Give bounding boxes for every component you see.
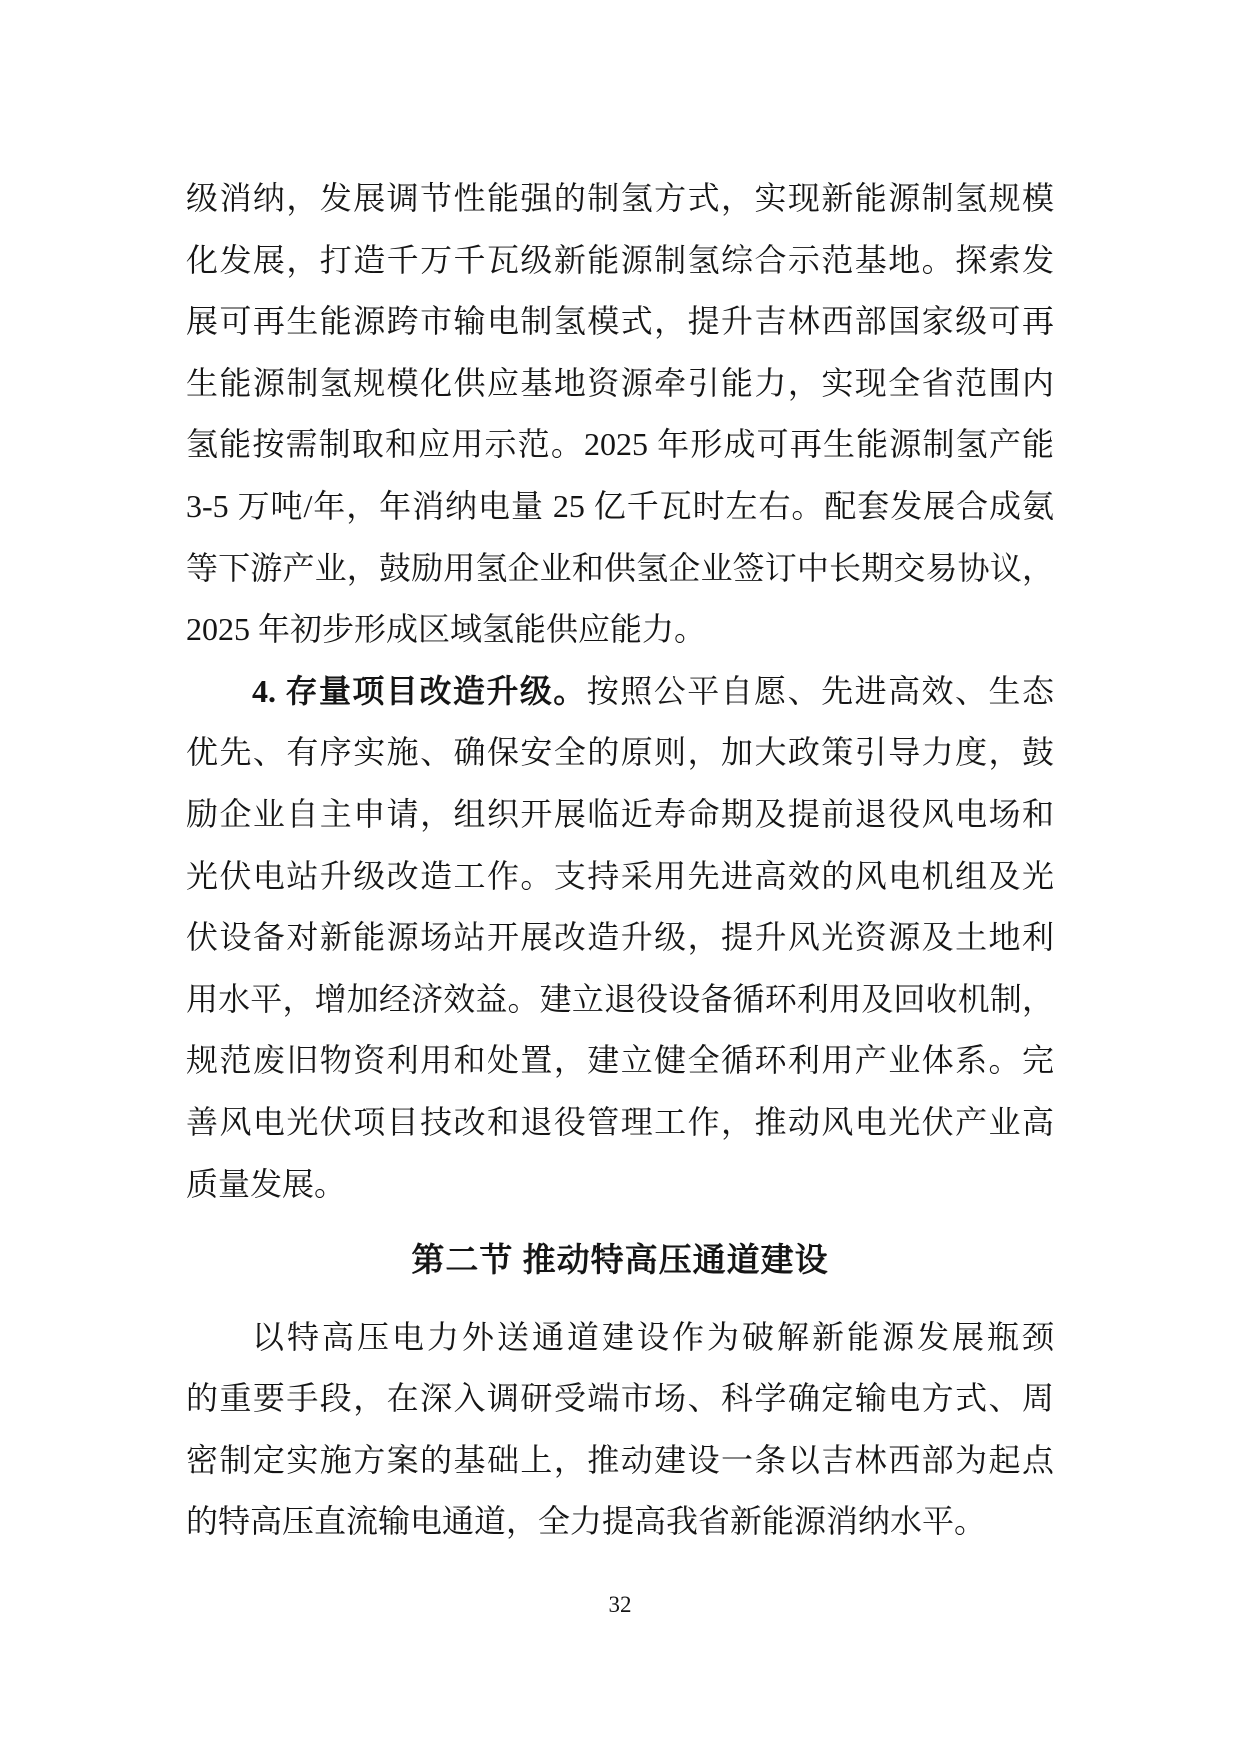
text-run: 密制定实施方案的基础上，推动建设一条以吉林西部为起点: [186, 1441, 1054, 1478]
text-run: 的重要手段，在深入调研受端市场、科学确定输电方式、周: [186, 1380, 1054, 1417]
text-line: [186, 414, 1054, 476]
text-line: [186, 1030, 1054, 1092]
text-run: 以特高压电力外送通道建设作为破解新能源发展瓶颈: [252, 1318, 1054, 1355]
text-run: 的特高压直流输电通道，全力提高我省新能源消纳水平。: [186, 1503, 987, 1540]
text-run: 伏设备对新能源场站开展改造升级，提升风光资源及土地利: [186, 919, 1054, 956]
page-number: 32: [608, 1592, 632, 1617]
text-run: 展可再生能源跨市输电制氢模式，提升吉林西部国家级可再: [186, 303, 1054, 340]
text-line: [186, 846, 1054, 908]
text-line: [186, 907, 1054, 969]
text-line: [186, 1368, 1054, 1430]
text-line: [186, 291, 1054, 353]
text-run: 按照公平自愿、先进高效、生态: [586, 672, 1054, 709]
text-run: 氢能按需制取和应用示范。2025 年形成可再生能源制氢产能: [186, 426, 1054, 463]
text-run: 励企业自主申请，组织开展临近寿命期及提前退役风电场和: [186, 795, 1054, 832]
text-line: [186, 230, 1054, 292]
text-run: 级消纳，发展调节性能强的制氢方式，实现新能源制氢规模: [186, 180, 1054, 216]
text-run: 善风电光伏项目技改和退役管理工作，推动风电光伏产业高: [186, 1103, 1054, 1140]
text-line: [186, 661, 1054, 723]
text-run: 规范废旧物资利用和处置，建立健全循环利用产业体系。完: [186, 1042, 1054, 1079]
text-line: [186, 1307, 1054, 1369]
text-run: 化发展，打造千万千瓦级新能源制氢综合示范基地。探索发: [186, 241, 1054, 278]
text-run: 用水平，增加经济效益。建立退役设备循环利用及回收机制，: [186, 980, 1054, 1017]
text-line: [186, 599, 1054, 661]
text-line: [186, 784, 1054, 846]
text-line: [186, 168, 1054, 230]
text-line: [186, 969, 1054, 1031]
bold-text-run: 4. 存量项目改造升级。: [252, 672, 587, 709]
text-run: 光伏电站升级改造工作。支持采用先进高效的风电机组及光: [186, 857, 1054, 894]
text-run: 3-5 万吨/年，年消纳电量 25 亿千瓦时左右。配套发展合成氨: [186, 487, 1054, 524]
text-line: [186, 1154, 1054, 1216]
section-2-heading: 第二节 推动特高压通道建设: [411, 1243, 829, 1280]
text-line: [186, 1491, 1054, 1553]
text-line: [186, 538, 1054, 600]
text-run: 2025 年初步形成区域氢能供应能力。: [186, 611, 707, 648]
text-line: [186, 722, 1054, 784]
text-line: [186, 476, 1054, 538]
text-run: 生能源制氢规模化供应基地资源牵引能力，实现全省范围内: [186, 364, 1054, 401]
text-line: [186, 1092, 1054, 1154]
document-body: [186, 168, 1054, 1553]
text-run: 优先、有序实施、确保安全的原则，加大政策引导力度，鼓: [186, 734, 1054, 771]
text-line: [186, 353, 1054, 415]
text-run: 质量发展。: [186, 1165, 347, 1202]
text-line: [186, 1430, 1054, 1492]
text-run: 等下游产业，鼓励用氢企业和供氢企业签订中长期交易协议，: [186, 549, 1054, 586]
